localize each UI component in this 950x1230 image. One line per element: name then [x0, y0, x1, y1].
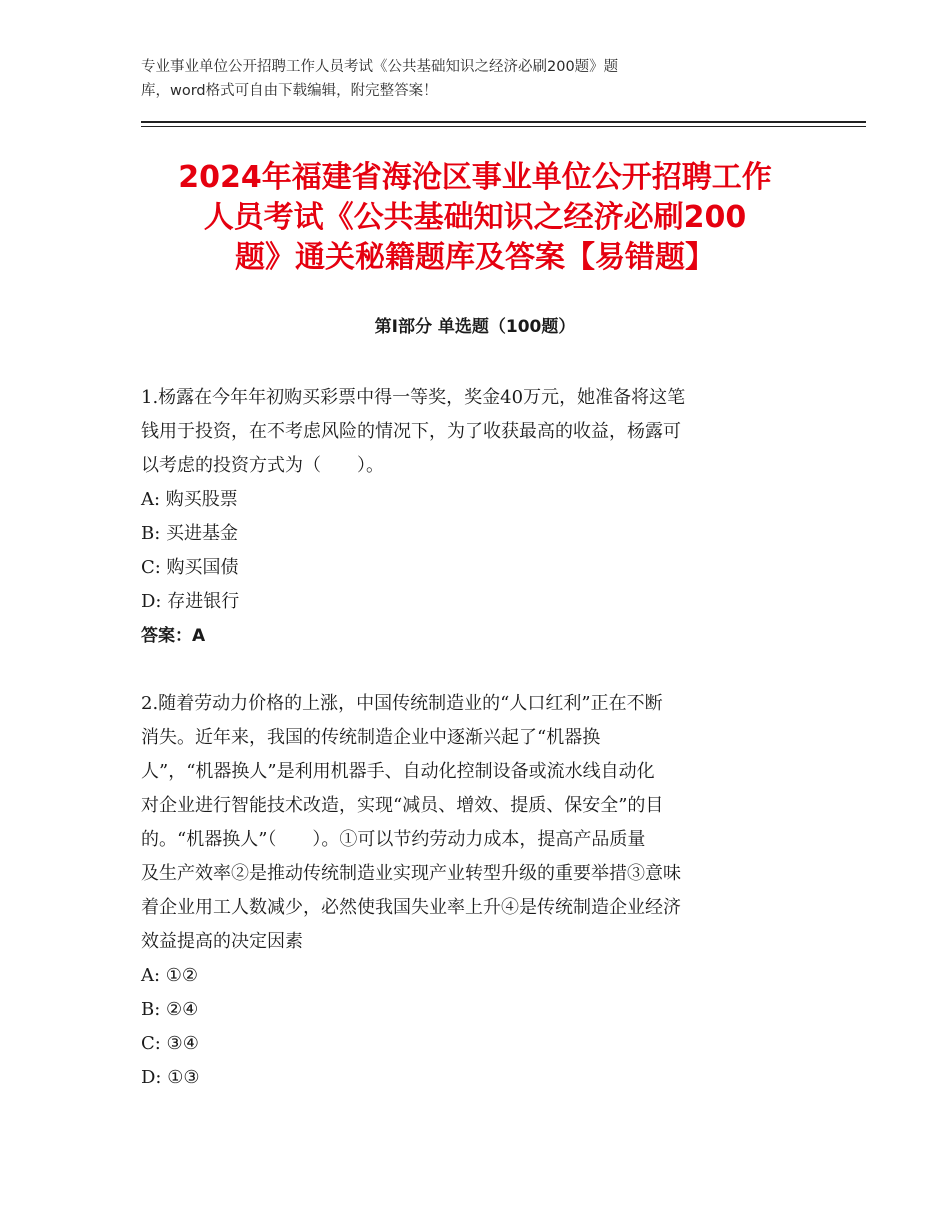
- question-stem-line: 及生产效率②是推动传统制造业实现产业转型升级的重要举措③意味: [141, 863, 681, 884]
- option-c: C: ③④: [141, 1033, 199, 1054]
- option-b: B: 买进基金: [141, 523, 239, 544]
- question-stem-line: 钱用于投资，在不考虑风险的情况下，为了收获最高的收益，杨露可: [141, 421, 681, 442]
- question-stem-line: 以考虑的投资方式为（ ）。: [141, 455, 384, 476]
- option-c: C: 购买国债: [141, 557, 239, 578]
- question-stem-line: 1.杨露在今年年初购买彩票中得一等奖，奖金40万元，她准备将这笔: [141, 387, 686, 408]
- title-line: 2024年福建省海沧区事业单位公开招聘工作: [178, 160, 772, 195]
- header-line: 库，word格式可自由下载编辑，附完整答案！: [141, 83, 438, 99]
- header-divider-thick: [141, 121, 866, 123]
- header-divider-thin: [141, 126, 866, 127]
- page-header: [141, 55, 781, 103]
- title-line: 人员考试《公共基础知识之经济必刷200: [203, 200, 747, 235]
- option-a: A: 购买股票: [141, 489, 238, 510]
- question-stem-line: 着企业用工人数减少，必然使我国失业率上升④是传统制造企业经济: [141, 897, 681, 918]
- option-d: D: ①③: [141, 1067, 200, 1088]
- option-a: A: ①②: [141, 965, 199, 986]
- header-line: 专业事业单位公开招聘工作人员考试《公共基础知识之经济必刷200题》题: [141, 59, 619, 75]
- question-stem-line: 2.随着劳动力价格的上涨，中国传统制造业的“人口红利”正在不断: [141, 693, 663, 714]
- option-b: B: ②④: [141, 999, 199, 1020]
- question-1: [141, 381, 801, 653]
- question-stem-line: 的。“机器换人”（ ）。①可以节约劳动力成本，提高产品质量: [141, 829, 646, 850]
- question-stem-line: 消失。近年来，我国的传统制造企业中逐渐兴起了“机器换: [141, 727, 601, 748]
- option-d: D: 存进银行: [141, 591, 240, 612]
- question-stem-line: 对企业进行智能技术改造，实现“减员、增效、提质、保安全”的目: [141, 795, 664, 816]
- question-stem-line: 效益提高的决定因素: [141, 931, 303, 952]
- answer: 答案：A: [141, 626, 206, 646]
- title-line: 题》通关秘籍题库及答案【易错题】: [235, 240, 715, 275]
- question-stem-line: 人”，“机器换人”是利用机器手、自动化控制设备或流水线自动化: [141, 761, 655, 782]
- section-title: 第Ⅰ部分 单选题（100题）: [374, 317, 576, 337]
- question-2: [141, 687, 801, 1095]
- document-title: [141, 158, 809, 278]
